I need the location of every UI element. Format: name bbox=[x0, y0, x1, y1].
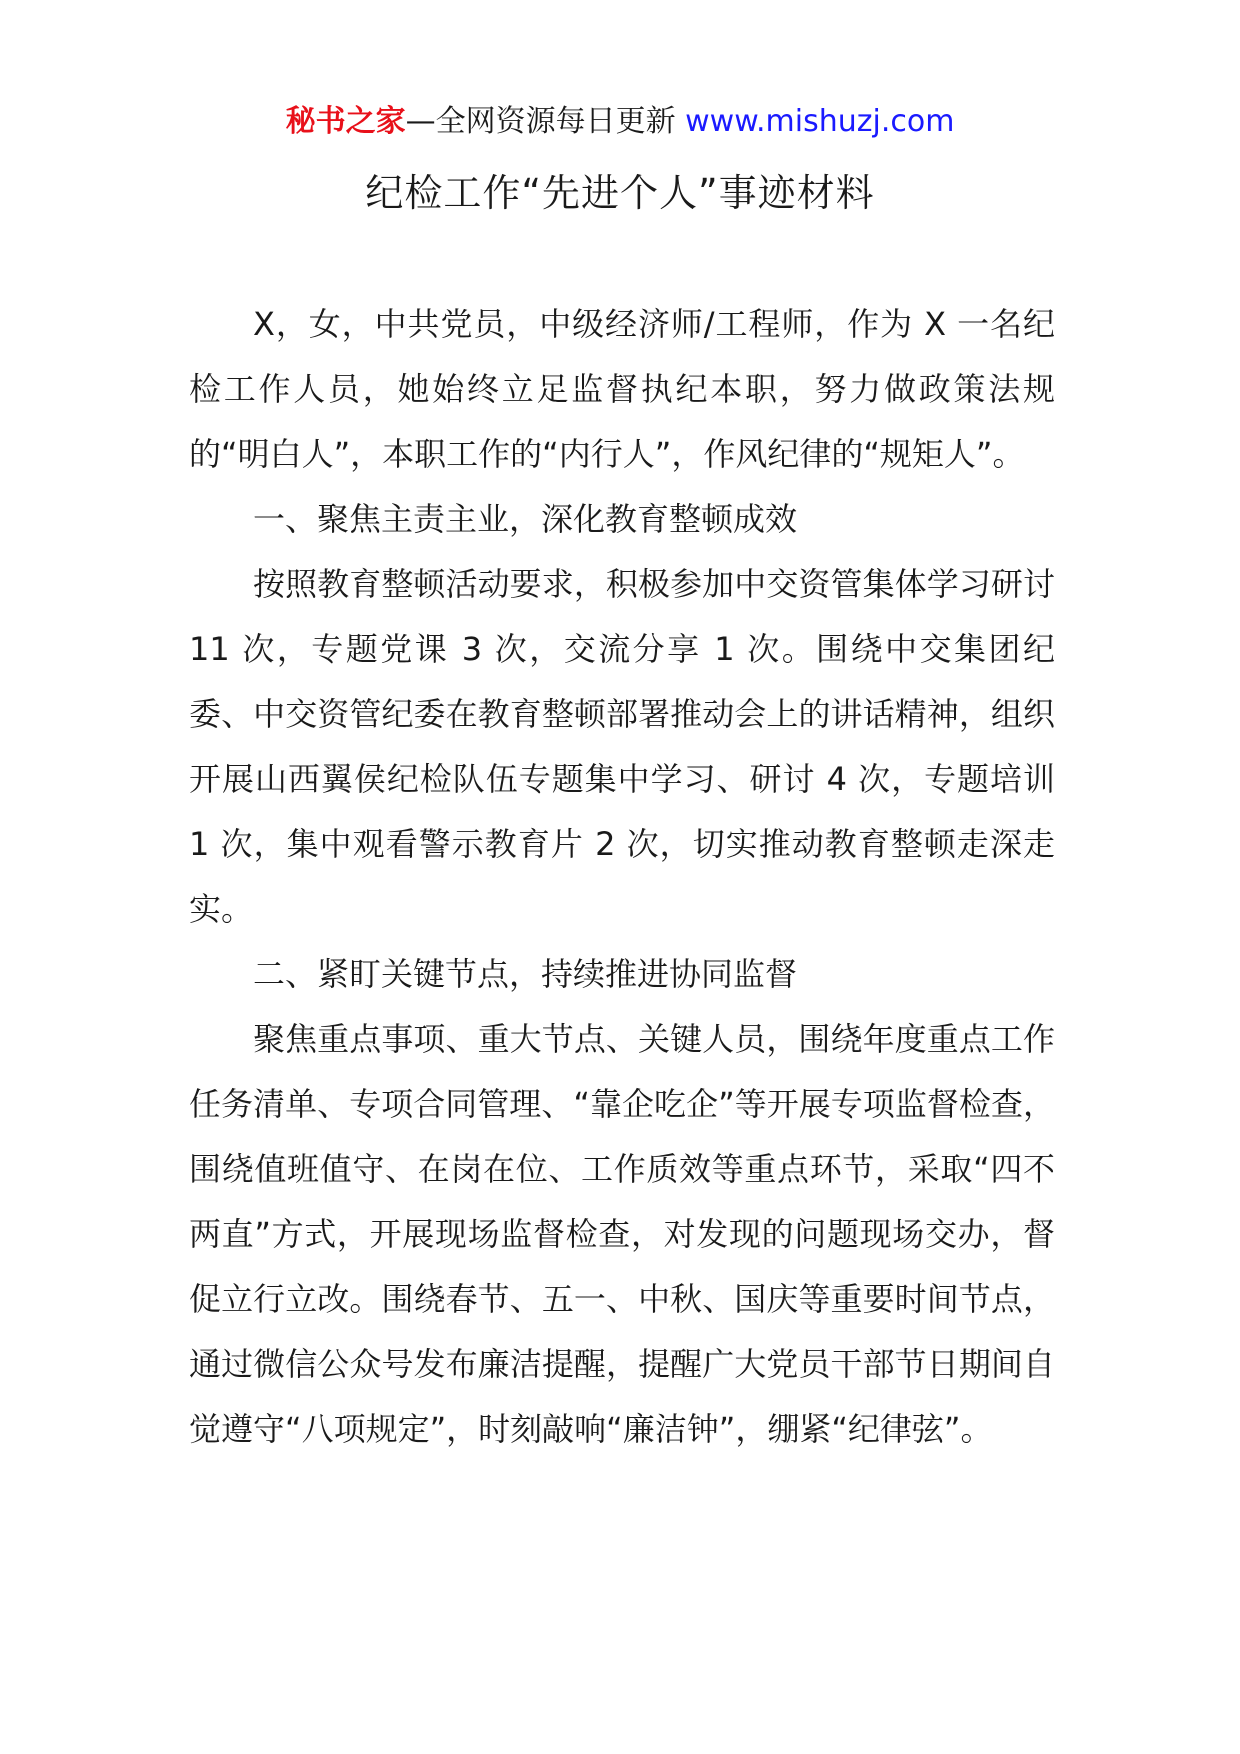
document-title: 纪检工作“先进个人”事迹材料 bbox=[365, 171, 875, 215]
section-heading-1: 一、聚焦主责主业，深化教育整顿成效 bbox=[253, 500, 798, 538]
document-body bbox=[189, 292, 1055, 1462]
header-slogan: —全网资源每日更新 bbox=[405, 104, 676, 139]
site-url[interactable]: www.mishuzj.com bbox=[685, 104, 955, 139]
section-paragraph-2: 聚焦重点事项、重大节点、关键人员，围绕年度重点工作任务清单、专项合同管理、“靠企吃企”等开展专项监督检查，围绕值班值守、在岗在位、工作质效等重点环节，采取“四不两直”方式，开展现场监督检查，对发现的问题现场交办，督促立行立改。围绕春节、五一、中秋、国庆等重要时间节点，通过微信公众号发布廉洁提醒，提醒广大党员干部节日期间自觉遵守“八项规定”，时刻敲响“廉洁钟”，绷紧“纪律弦”。 bbox=[189, 1020, 1055, 1448]
site-header bbox=[0, 100, 1240, 144]
section-paragraph-1: 按照教育整顿活动要求，积极参加中交资管集体学习研讨 11 次，专题党课 3 次，交流分享 1 次。围绕中交集团纪委、中交资管纪委在教育整顿部署推动会上的讲话精神，组织开展山西翼侯纪检队伍专题集中学习、研讨 4 次，专题培训 1 次，集中观看警示教育片 2 次，切实推动教育整顿走深走实。 bbox=[189, 565, 1055, 928]
intro-paragraph: X，女，中共党员，中级经济师/工程师，作为 X 一名纪检工作人员，她始终立足监督执纪本职，努力做政策法规的“明白人”，本职工作的“内行人”，作风纪律的“规矩人”。 bbox=[189, 305, 1055, 473]
brand-name: 秘书之家 bbox=[285, 104, 406, 139]
section-heading-2: 二、紧盯关键节点，持续推进协同监督 bbox=[253, 955, 798, 993]
